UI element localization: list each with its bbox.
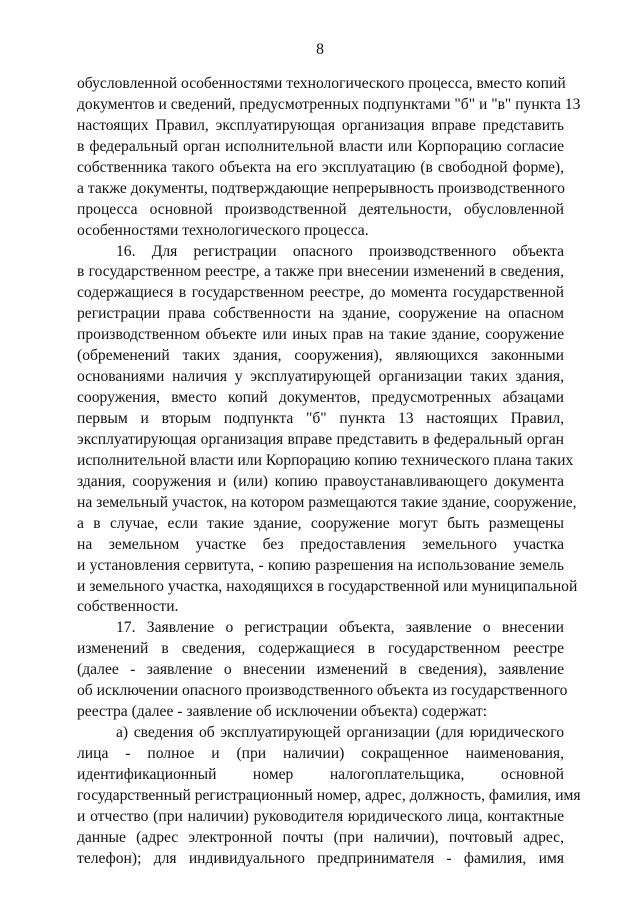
text-line: эксплуатирующая организация вправе представить в федеральный орган [77,430,564,448]
text-line: собственника такого объекта на его эксплуатацию (в свободной форме), [77,158,564,176]
text-line: а в случае, если такие здание, сооружение могут быть размещены [77,514,564,532]
text-line: идентификационный номер налогоплательщика, основной [77,765,564,783]
text-line: в федеральный орган исполнительной власти или Корпорацию согласие [77,137,564,155]
text-line: процесса основной производственной деятельности, обусловленной [77,200,564,218]
document-body [77,74,581,870]
paragraph-start-line: 16. Для регистрации опасного производственного объекта [116,242,564,260]
text-line: изменений в сведения, содержащиеся в государственном реестре [77,640,564,658]
text-line: (обременений таких здания, сооружения), являющихся законными [77,347,564,365]
text-line: особенностями технологического процесса. [77,221,369,239]
text-line: содержащиеся в государственном реестре, до момента государственной [77,284,564,302]
text-line: (далее - заявление о внесении изменений в сведения), заявление [77,661,564,679]
text-line: обусловленной особенностями технологического процесса, вместо копий [77,75,566,92]
text-line: настоящих Правил, эксплуатирующая организация вправе представить [77,116,564,134]
text-line: собственности. [77,598,179,616]
text-line: здания, сооружения и (или) копию правоустанавливающего документа [77,472,564,490]
text-line: государственный регистрационный номер, адрес, должность, фамилия, имя [77,786,581,804]
text-line: регистрации права собственности на здание, сооружение на опасном [77,305,564,323]
text-line: сооружения, вместо копий документов, предусмотренных абзацами [77,389,564,407]
text-line: об исключении опасного производственного объекта из государственного [77,682,568,700]
text-line: телефон); для индивидуального предпринимателя - фамилия, имя [77,849,564,867]
text-line: на земельный участок, на котором размещаются такие здание, сооружение, [77,493,577,511]
text-line: первым и вторым подпункта "б" пункта 13 настоящих Правил, [77,410,564,427]
page-number: 8 [316,41,324,58]
text-line: лица - полное и (при наличии) сокращенное наименования, [77,745,564,762]
text-line: данные (адрес электронной почты (при наличии), почтовый адрес, [77,828,564,846]
text-line: а также документы, подтверждающие непрерывность производственного [77,179,565,197]
paragraph-start-line: а) сведения об эксплуатирующей организации (для юридического [116,724,564,742]
text-line: на земельном участке без предоставления земельного участка [77,535,564,553]
text-line: и установления сервитута, - копию разрешения на использование земель [77,556,564,574]
text-line: документов и сведений, предусмотренных подпунктами "б" и "в" пункта 13 [77,95,581,113]
text-line: основаниями наличия у эксплуатирующей организации таких здания, [77,368,564,386]
text-line: и земельного участка, находящихся в государственной или муниципальной [77,577,578,595]
text-line: производственном объекте или иных прав на такие здание, сооружение [77,326,564,344]
text-line: в государственном реестре, а также при внесении изменений в сведения, [77,263,564,281]
text-line: реестра (далее - заявление об исключении объекта) содержат: [77,703,488,721]
text-line: и отчество (при наличии) руководителя юридического лица, контактные [77,807,564,825]
paragraph-start-line: 17. Заявление о регистрации объекта, заявление о внесении [116,619,564,637]
text-line: исполнительной власти или Корпорацию копию технического плана таких [77,451,574,469]
